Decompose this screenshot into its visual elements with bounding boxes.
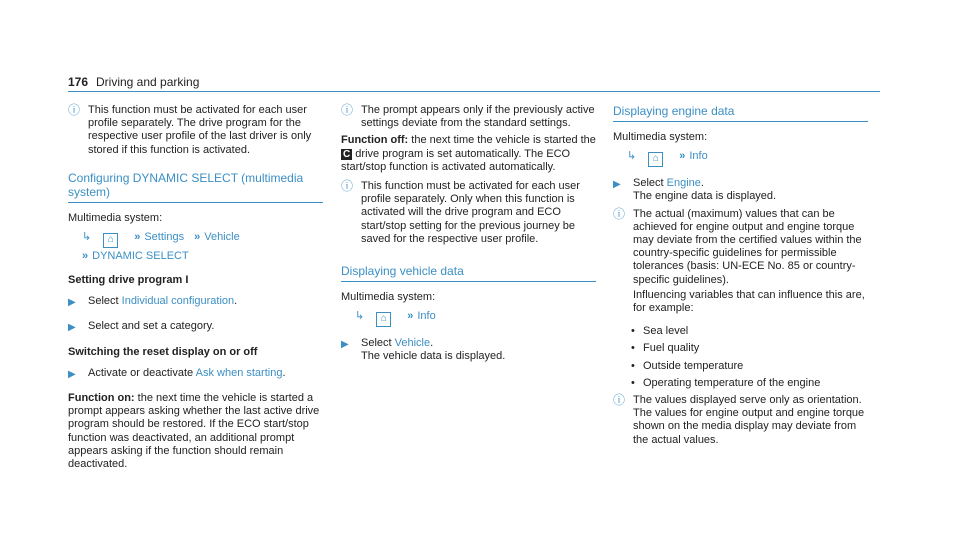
home-icon: ⌂: [103, 233, 118, 248]
navigation-path: [613, 148, 868, 167]
multimedia-label: Multimedia system:: [68, 211, 163, 224]
section-heading: Displaying vehicle data: [341, 264, 596, 282]
nav-info: Info: [689, 150, 708, 163]
step-arrow-icon: ▶: [613, 179, 621, 191]
list-item: • Outside temperature: [631, 359, 744, 372]
instruction-step: ▶ Select and set a category.: [68, 320, 215, 334]
chevron-icon: »: [134, 231, 141, 244]
list-item: • Operating temperature of the engine: [631, 376, 821, 389]
nav-vehicle: Vehicle: [204, 231, 240, 244]
home-icon: ⌂: [376, 312, 391, 327]
info-note: ⓘ This function must be activated for each user profile separately. The drive program for the respective user profile of the last driver is only stored if this function is activated.: [68, 103, 312, 156]
instruction-step: ▶ Select Engine. The engine data is displayed.: [613, 177, 777, 203]
column-3: [613, 104, 868, 457]
drive-program-c-icon: C: [343, 148, 351, 160]
section-heading: Configuring DYNAMIC SELECT (multimedia system): [68, 171, 323, 203]
column-2: [341, 104, 596, 376]
step-arrow-icon: ▶: [341, 339, 349, 351]
chevron-icon: »: [679, 150, 686, 163]
multimedia-label: Multimedia system:: [341, 291, 436, 304]
function-on-text: Function on: the next time the vehicle is started a prompt appears asking whether the last active drive program should be restored. If the ECO start/stop function was deactivated, an additional prompt appears asking if the function should remain deactivated.: [68, 392, 320, 471]
menu-link: Individual configuration: [121, 295, 235, 308]
info-icon: ⓘ: [613, 393, 626, 408]
column-1: [68, 104, 323, 475]
sub-heading: Setting drive program I: [68, 274, 189, 287]
chevron-icon: »: [194, 231, 201, 244]
home-icon: ⌂: [648, 152, 663, 167]
step-arrow-icon: ▶: [68, 368, 76, 380]
menu-link: Engine: [666, 177, 701, 190]
bullet-icon: •: [631, 376, 635, 389]
info-icon: ⓘ: [613, 206, 626, 221]
page-header: [68, 75, 880, 92]
info-icon: ⓘ: [341, 103, 354, 117]
navigation-path: [341, 308, 596, 327]
navigation-path: [68, 229, 323, 264]
step-arrow-icon: ▶: [68, 322, 76, 334]
list-item: • Fuel quality: [631, 342, 700, 355]
instruction-step: ▶ Select Individual configuration.: [68, 295, 238, 309]
sub-heading: Switching the reset display on or off: [68, 345, 258, 358]
info-note: ⓘ The values displayed serve only as orientation. The values for engine output and engine torque shown on the media display may deviate from the actual values.: [613, 393, 865, 446]
bullet-icon: •: [631, 325, 635, 338]
function-off-text: Function off: the next time the vehicle is started the C drive program is set automatically. The ECO start/stop function is activated automatically.: [341, 134, 596, 173]
info-icon: ⓘ: [68, 103, 81, 117]
nav-info: Info: [417, 310, 436, 323]
chevron-icon: »: [407, 310, 414, 323]
info-note: ⓘ The actual (maximum) values that can be achieved for engine output and engine torque may deviate from the certified values within the country-specific guidelines for permissible tolerances (basis: UN-ECE No. 85 or country-specific guidelines). Influencing variables that can influence this are, for example:: [613, 206, 865, 315]
page-number: 176: [68, 75, 89, 89]
info-icon: ⓘ: [341, 179, 354, 194]
bullet-icon: •: [631, 342, 635, 355]
multimedia-label: Multimedia system:: [613, 131, 708, 143]
menu-link: Vehicle: [394, 337, 431, 350]
menu-link: Ask when starting: [195, 366, 283, 379]
list-item: • Sea level: [631, 325, 689, 338]
chapter-title: Driving and parking: [96, 75, 200, 89]
return-arrow-icon: ↳: [627, 150, 637, 163]
return-arrow-icon: ↳: [355, 310, 365, 323]
nav-dynamic-select: DYNAMIC SELECT: [92, 250, 189, 263]
step-arrow-icon: ▶: [68, 297, 76, 309]
instruction-step: ▶ Select Vehicle. The vehicle data is displayed.: [341, 337, 506, 363]
bullet-icon: •: [631, 359, 635, 372]
section-heading: Displaying engine data: [613, 104, 868, 122]
info-note: ⓘ The prompt appears only if the previously active settings deviate from the standard settings.: [341, 103, 595, 130]
instruction-step: ▶ Activate or deactivate Ask when starting.: [68, 366, 286, 380]
chevron-icon: »: [82, 250, 89, 263]
return-arrow-icon: ↳: [82, 231, 92, 244]
nav-settings: Settings: [144, 231, 185, 244]
info-note: ⓘ This function must be activated for each user profile separately. Only when this function is activated will the drive program and ECO start/stop setting for the previous journey be saved for the respective user profile.: [341, 179, 580, 245]
bullet-list: [613, 325, 868, 390]
